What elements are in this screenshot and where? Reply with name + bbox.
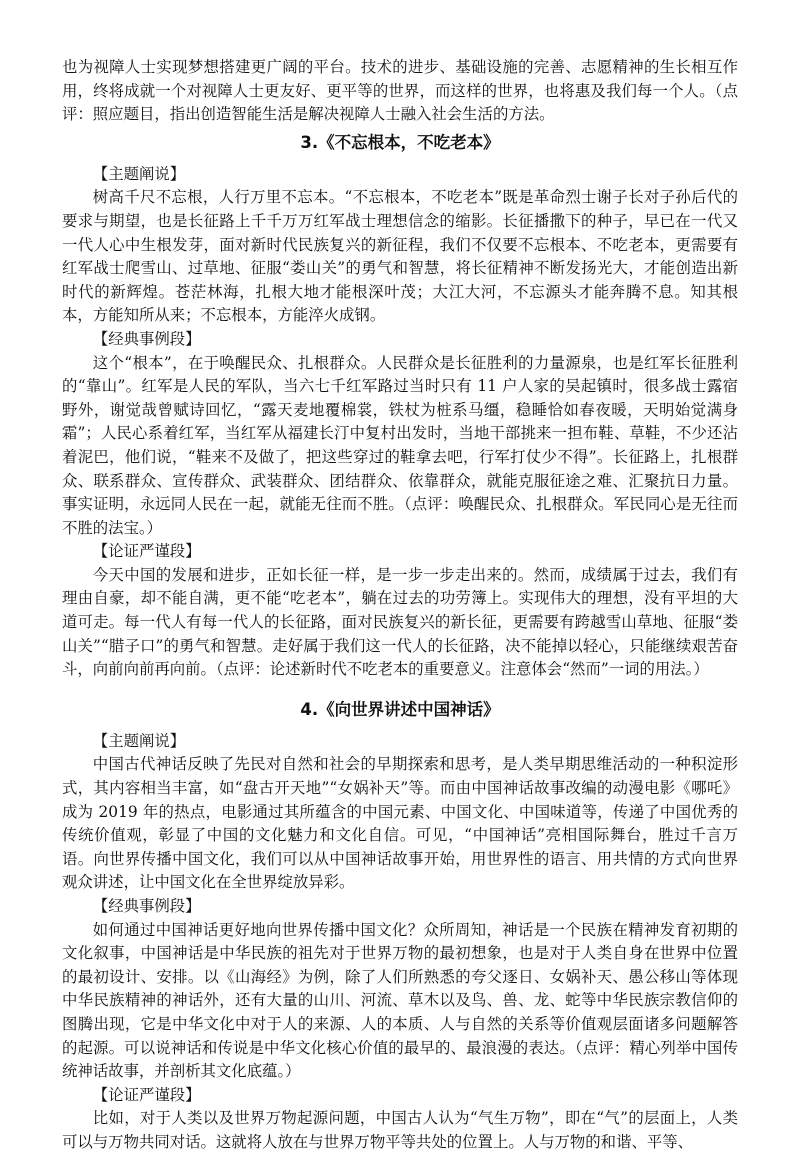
- section-4-example-tag: 【经典事例段】: [92, 897, 201, 915]
- section-gap: [62, 682, 738, 694]
- section-3-example-tag: 【经典事例段】: [92, 329, 201, 348]
- section-4-argument-tag: 【论证严谨段】: [92, 1085, 201, 1104]
- section-3-argument-tag: 【论证严谨段】: [92, 542, 201, 561]
- section-4-theme-tag: 【主题阐说】: [92, 731, 186, 750]
- section-3-title: 3.《不忘根本，不吃老本》: [300, 132, 500, 152]
- section-3-example-paragraph: 这个“根本”，在于唤醒民众、扎根群众。人民群众是长征胜利的力量源泉，也是红军长征胜利的“靠山”。红军是人民的军队，当六七千红军路过当时只有 11 户人家的吴起镇时，很多战士露宿野外，谢觉哉曾赋诗回忆，“露天麦地覆棉裳，铁杖为桩系马缰，稳睡恰如春夜暖，天明始觉满身霜”；人民心系着红军，当红军从福建长汀中复村出发时，当地干部挑来一担布鞋、草鞋，不少还沾着泥巴，他们说，“鞋来不及做了，把这些穿过的鞋拿去吧，行军打仗少不得”。长征路上，扎根群众、联系群众、宣传群众、武装群众、团结群众、依靠群众，就能克服征途之难、汇聚抗日力量。事实证明，永远同人民在一起，就能无往而不胜。（点评：唤醒民众、扎根群众。军民同心是无往而不胜的法宝。）: [62, 353, 738, 537]
- section-4-theme-paragraph: 中国古代神话反映了先民对自然和社会的早期探索和思考，是人类早期思维活动的一种积淀形式，其内容相当丰富，如“盘古开天地”“女娲补天”等。而由中国神话故事改编的动漫电影《哪吒》成为 2019 年的热点，电影通过其所蕴含的中国元素、中国文化、中国味道等，传递了中国优秀的传统价值观，彰显了中国的文化魅力和文化自信。可见，“中国神话”亮相国际舞台，胜过千言万语。向世界传播中国文化，我们可以从中国神话故事开始，用世界性的语言、用共情的方式向世界观众讲述，让中国文化在全世界绽放异彩。: [62, 755, 738, 892]
- section-4-example-paragraph: 如何通过中国神话更好地向世界传播中国文化？众所周知，神话是一个民族在精神发育初期的文化叙事，中国神话是中华民族的祖先对于世界万物的最初想象，也是对于人类自身在世界中位置的最初设计、安排。以《山海经》为例，除了人们所熟悉的夸父逐日、女娲补天、愚公移山等体现中华民族精神的神话外，还有大量的山川、河流、草木以及鸟、兽、龙、蛇等中华民族宗教信仰的图腾出现，它是中华文化中对于人的来源、人的本质、人与自然的关系等价值观层面诸多问题解答的起源。可以说神话和传说是中华文化核心价值的最早的、最浪漫的表达。（点评：精心列举中国传统神话故事，并剖析其文化底蕴。）: [62, 920, 738, 1081]
- intro-paragraph: 也为视障人士实现梦想搭建更广阔的平台。技术的进步、基础设施的完善、志愿精神的生长相互作用，终将成就一个对视障人士更友好、更平等的世界，而这样的世界，也将惠及我们每一个人。（点评：照应题目，指出创造智能生活是解决视障人士融入社会生活的方法。: [62, 58, 738, 124]
- section-3-theme-paragraph: 树高千尺不忘根，人行万里不忘本。“不忘根本，不吃老本”既是革命烈士谢子长对子孙后代的要求与期望，也是长征路上千千万万红军战士理想信念的缩影。长征播撒下的种子，早已在一代又一代人心中生根发芽，面对新时代民族复兴的新征程，我们不仅要不忘根本、不吃老本，更需要有红军战士爬雪山、过草地、征服“娄山关”的勇气和智慧，将长征精神不断发扬光大，才能创造出新时代的新辉煌。苍茫林海，扎根大地才能根深叶茂；大江大河，不忘源头才能奔腾不息。知其根本，方能知所从来；不忘根本，方能淬火成钢。: [62, 188, 738, 325]
- document-page: [62, 56, 738, 1155]
- section-3-theme-tag: 【主题阐说】: [92, 164, 186, 183]
- section-4-title: 4.《向世界讲述中国神话》: [300, 699, 500, 719]
- section-4-argument-paragraph: 比如，对于人类以及世界万物起源问题，中国古人认为“气生万物”，即在“气”的层面上，人类可以与万物共同对话。这就将人放在与世界万物平等共处的位置上。人与万物的和谐、平等、: [62, 1109, 738, 1151]
- section-3-argument-paragraph: 今天中国的发展和进步，正如长征一样，是一步一步走出来的。然而，成绩属于过去，我们有理由自豪，却不能自满，更不能“吃老本”，躺在过去的功劳簿上。实现伟大的理想，没有平坦的大道可走。每一代人有每一代人的长征路，面对民族复兴的新长征，更需要有跨越雪山草地、征服“娄山关”“腊子口”的勇气和智慧。走好属于我们这一代人的长征路，决不能掉以轻心，只能继续艰苦奋斗，向前向前再向前。（点评：论述新时代不吃老本的重要意义。注意体会“然而”一词的用法。）: [62, 565, 738, 679]
